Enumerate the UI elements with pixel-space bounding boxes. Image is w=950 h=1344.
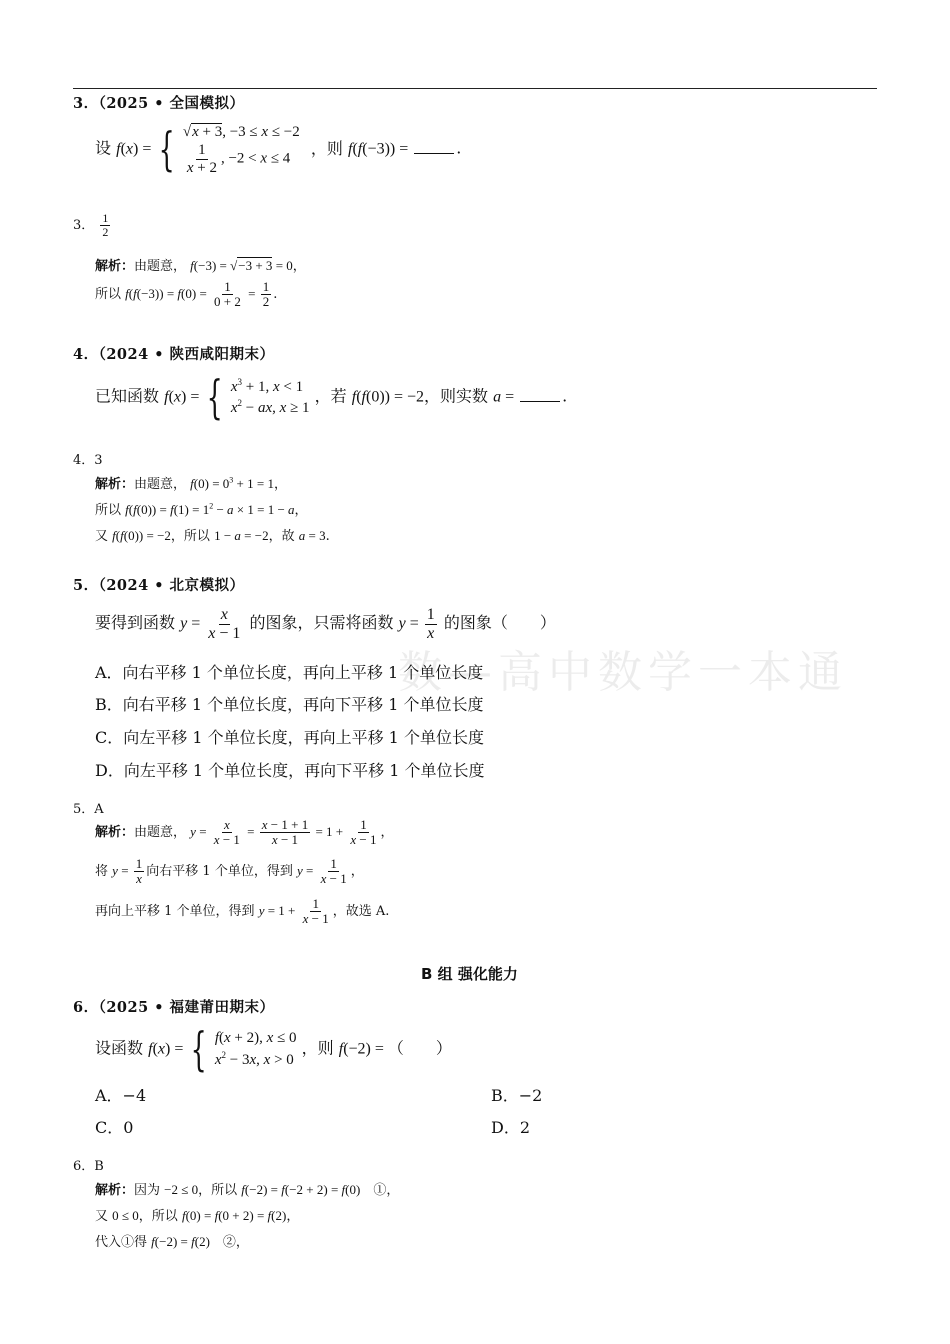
q4-stem-pre: 已知函数: [95, 386, 160, 406]
q4-analysis-line1: 解析：由题意， $f(0) = 0^3 + 1 = 1$，: [95, 475, 287, 492]
q4-answer: 4．3: [73, 453, 103, 468]
q4-analysis-line3: 又 f(f(0)) = −2，所以 1 − a = −2，故 a = 3.: [95, 528, 330, 544]
q6-analysis-text1b: ，所以: [198, 1183, 238, 1198]
q5-analysis-text2: 将: [95, 863, 109, 879]
q4-heading: 4．（2024 • 陕西咸阳期末）: [73, 346, 275, 363]
q6-analysis-line2: 又 0 ≤ 0，所以 f(0) = f(0 + 2) = f(2)，: [95, 1208, 300, 1224]
q6-stem-end: （ ）: [387, 1038, 452, 1058]
q4-stem-mid: ，若: [314, 386, 347, 406]
q6-analysis-line3: 代入①得 f(−2) = f(2) ②，: [95, 1234, 249, 1250]
q3-answer-den: 2: [102, 225, 109, 240]
section-title: B 组 强化能力: [421, 965, 518, 983]
q4-analysis-text2: 所以: [95, 503, 122, 518]
q3-answer-num: 1: [102, 211, 109, 225]
q5-option-c[interactable]: C．向左平移 1 个单位长度，再向上平移 1 个单位长度: [95, 728, 484, 747]
q5-stem-mid: 的图象，只需将函数: [249, 612, 394, 632]
q5-option-d[interactable]: D．向左平移 1 个单位长度，再向下平移 1 个单位长度: [95, 761, 485, 780]
q6-option-b[interactable]: B．−2: [491, 1086, 543, 1105]
q3-case-1: √x + 3, −3 ≤ x ≤ −2: [182, 124, 300, 140]
q4-analysis-text1: 由题意，: [134, 477, 187, 492]
q3-heading: 3．（2025 • 全国模拟）: [73, 95, 245, 112]
q5-option-a[interactable]: A．向右平移 1 个单位长度，再向上平移 1 个单位长度: [95, 663, 484, 682]
q5-analysis-line2: 将 y = $\frac{1}{x}$ 向右平移 1 个单位，得到 y = $\frac{1}{x - 1}$ ，: [95, 856, 364, 887]
q5-analysis-text3b: ，故选 A.: [332, 903, 390, 919]
watermark: 数—高中数学一本通: [398, 647, 848, 698]
header-rule: [73, 88, 877, 89]
q6-analysis-label: 解析：: [95, 1183, 135, 1198]
q6-option-d[interactable]: D．2: [491, 1118, 531, 1137]
q3-case-2: $\frac{1}{x + 2}$ , −2 < x ≤ 4: [186, 142, 291, 176]
q3-analysis-text2: 所以: [95, 286, 122, 302]
q5-heading: 5．（2024 • 北京模拟）: [73, 577, 245, 594]
q6-option-a[interactable]: A．−4: [95, 1086, 147, 1105]
q5-analysis-text2b: 向右平移 1 个单位，得到: [146, 863, 293, 879]
q5-analysis-line3: 再向上平移 1 个单位，得到 y = 1 + $\frac{1}{x - 1}$ ，故选 A.: [95, 896, 390, 927]
q3-answer: [73, 212, 112, 239]
q3-analysis-label: 解析：: [95, 259, 135, 274]
q6-analysis-text2: 又: [95, 1209, 109, 1224]
q6-analysis-text1: 因为: [134, 1183, 161, 1198]
q5-analysis-text1: 由题意，: [134, 824, 187, 840]
q3-analysis-text1: 由题意，: [134, 259, 187, 274]
q3-answer-blank: [414, 152, 454, 154]
q4-analysis-text3b: ，所以: [170, 529, 210, 544]
q5-stem-post: 的图象（ ）: [443, 612, 556, 632]
q5-stem-pre: 要得到函数: [95, 612, 176, 632]
q4-analysis-label: 解析：: [95, 477, 135, 492]
q4-analysis-text3c: ，故: [268, 529, 295, 544]
q4-analysis-text3: 又: [95, 529, 109, 544]
q3-stem: 设 f(x) = { √x + 3, −3 ≤ x ≤ −2 $\frac{1}{x + 2}$ , −2 < x ≤ 4 ，则 f(f(−3)) = .: [95, 122, 462, 177]
q6-analysis-line1: 解析：因为 −2 ≤ 0，所以 f(−2) = f(−2 + 2) = f(0) ①，: [95, 1182, 400, 1198]
q4-answer-blank: [520, 400, 560, 402]
q6-case-2: $x^2 - 3x$, x > 0: [214, 1049, 294, 1068]
q5-answer: 5．A: [73, 802, 104, 817]
q6-case-1: f(x + 2), x ≤ 0: [214, 1030, 297, 1047]
q6-answer: 6．B: [73, 1159, 104, 1174]
q5-analysis-label: 解析：: [95, 824, 135, 840]
q4-stem-post: ，则实数: [424, 386, 489, 406]
q5-analysis-text3: 再向上平移 1 个单位，得到: [95, 903, 255, 919]
q6-stem: 设函数 f(x) = { f(x + 2), x ≤ 0 $x^2 - 3x$, x > 0 ，则 f(−2) = （ ）: [95, 1022, 452, 1076]
q6-heading: 6．（2025 • 福建莆田期末）: [73, 999, 275, 1016]
q6-option-c[interactable]: C．0: [95, 1118, 134, 1137]
q5-stem: 要得到函数 y = $\frac{x}{x - 1}$ 的图象，只需将函数 y = $\frac{1}{x}$ 的图象（ ）: [95, 606, 556, 642]
q4-case-2: $x^2$ − ax, x ≥ 1: [230, 398, 310, 416]
q6-stem-pre: 设函数: [95, 1038, 144, 1058]
q6-stem-post: ，则: [301, 1038, 334, 1058]
q5-option-b[interactable]: B．向右平移 1 个单位长度，再向下平移 1 个单位长度: [95, 695, 484, 714]
q4-analysis-line2: 所以 $f(f(0)) = f(1) = 1^2 - a \times 1 = 1 - a$，: [95, 501, 308, 518]
q5-analysis-line1: 解析：由题意， y = $\frac{x}{x - 1}$ = $\frac{x - 1 + 1}{x - 1}$ = 1 + $\frac{1}{x - 1}$ ，: [95, 817, 394, 848]
q4-stem: 已知函数 f(x) = { $x^3 + 1$, x < 1 $x^2$ − ax, x ≥ 1 ，若 f(f(0)) = −2，则实数 a = .: [95, 370, 568, 424]
q3-stem-pre: 设: [95, 138, 112, 158]
q3-answer-number: 3．: [73, 218, 95, 234]
q3-stem-post: ，则: [310, 138, 343, 158]
q6-analysis-text2b: ，所以: [138, 1209, 178, 1224]
q4-case-1: $x^3 + 1$, x < 1: [230, 376, 304, 395]
q6-analysis-text3: 代入①得: [95, 1235, 148, 1250]
q3-analysis-line2: 所以 f(f(−3)) = f(0) = $\frac{1}{0 + 2}$ = $\frac{1}{2}$ .: [95, 279, 278, 310]
q3-analysis-line1: 解析：由题意， f(−3) = √−3 + 3 = 0，: [95, 258, 306, 274]
